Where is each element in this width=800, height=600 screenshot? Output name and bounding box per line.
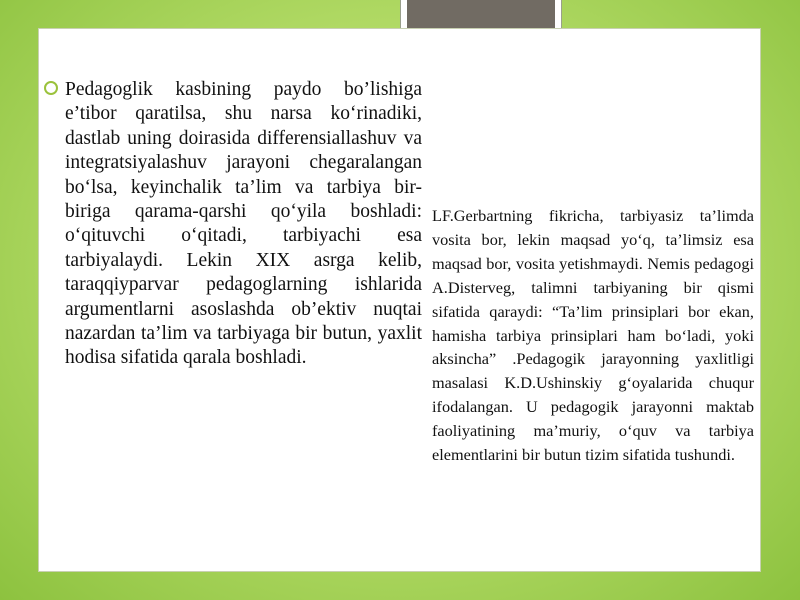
bullet-ring-icon bbox=[44, 81, 58, 95]
right-paragraph: LF.Gerbartning fikricha, tarbiyasiz ta’limda vosita bor, lekin maqsad yo‘q, ta’limsiz esa maqsad bor, vosita yetishmaydi. Nemis pedagogi A.Disterveg, talimni tarbiyaning bir qismi sifatida qaraydi: “Ta’lim prinsiplari bor ekan, hamisha tarbiya prinsiplari ham bo‘ladi, yoki aksincha” .Pedagogik jarayonning yaxlitligi masalasi K.D.Ushinskiy g‘oyalarida chuqur ifodalangan. U pedagogik jarayonni maktab faoliyatining ma’muriy, o‘quv va tarbiya elementlarini bir butun tizim sifatida tushundi. bbox=[432, 206, 754, 465]
left-paragraph: Pedagoglik kasbining paydo bo’lishiga e’tibor qaratilsa, shu narsa ko‘rinadiki, dastlab uning doirasida differensiallashuv va integratsiyalashuv jarayoni chegaralangan bo‘lsa, keyinchalik ta’lim va tarbiya bir-biriga qarama-qarshi qo‘yila boshladi: o‘qituvchi o‘qitadi, tarbiyachi esa tarbiyalaydi. Lekin XIX asrga kelib, taraqqiyparvar pedagoglarning ishlarida argumentlarni asoslashda ob’ektiv nuqtai nazardan ta’lim va tarbiyaga bir butun, yaxlit hodisa sifatida qarala boshladi. bbox=[65, 79, 422, 369]
